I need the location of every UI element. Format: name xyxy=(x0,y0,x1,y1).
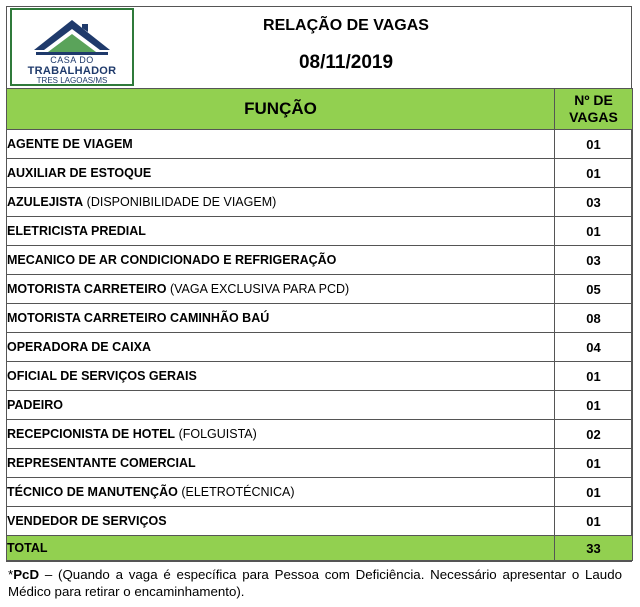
job-name: AZULEJISTA xyxy=(7,195,84,209)
job-function-cell xyxy=(7,188,555,217)
job-function-cell xyxy=(7,246,555,275)
job-function-cell xyxy=(7,391,555,420)
job-vacancies-cell: 01 xyxy=(555,217,633,246)
job-name: MOTORISTA CARRETEIRO xyxy=(7,282,167,296)
job-vacancies-cell: 02 xyxy=(555,420,633,449)
table-row xyxy=(7,304,633,333)
table-row xyxy=(7,217,633,246)
table-row xyxy=(7,275,633,304)
job-vacancies-cell: 04 xyxy=(555,333,633,362)
house-roof-icon xyxy=(12,10,132,56)
table-row xyxy=(7,391,633,420)
job-function-cell xyxy=(7,449,555,478)
job-name: RECEPCIONISTA DE HOTEL xyxy=(7,427,176,441)
job-name: OPERADORA DE CAIXA xyxy=(7,340,151,354)
job-vacancies-cell: 05 xyxy=(555,275,633,304)
column-header-vagas xyxy=(555,89,633,130)
job-note: (VAGA EXCLUSIVA PARA PCD) xyxy=(169,282,350,296)
table-body xyxy=(7,130,633,536)
footnote-prefix: * xyxy=(8,567,14,582)
total-label: TOTAL xyxy=(7,536,555,561)
job-vacancies-cell: 01 xyxy=(555,449,633,478)
job-function-cell xyxy=(7,275,555,304)
job-function-cell xyxy=(7,217,555,246)
job-function-cell xyxy=(7,507,555,536)
job-name: REPRESENTANTE COMERCIAL xyxy=(7,456,196,470)
column-header-vagas-line1: Nº DE xyxy=(574,92,613,108)
job-vacancies-cell: 03 xyxy=(555,188,633,217)
logo-text-casa-do: CASA DO xyxy=(50,55,94,65)
job-vacancies-cell: 01 xyxy=(555,362,633,391)
page-date: 08/11/2019 xyxy=(298,52,394,73)
column-header-vagas-line2: VAGAS xyxy=(569,109,618,125)
job-note: (ELETROTÉCNICA) xyxy=(181,485,295,499)
job-vacancies-cell: 01 xyxy=(555,478,633,507)
job-function-cell xyxy=(7,130,555,159)
job-vacancies-cell: 01 xyxy=(555,507,633,536)
job-vacancies-cell: 01 xyxy=(555,391,633,420)
table-row xyxy=(7,130,633,159)
table-row xyxy=(7,507,633,536)
table-row xyxy=(7,362,633,391)
table-row xyxy=(7,333,633,362)
table-row xyxy=(7,246,633,275)
job-function-cell xyxy=(7,478,555,507)
job-note: (DISPONIBILIDADE DE VIAGEM) xyxy=(86,195,277,209)
job-name: VENDEDOR DE SERVIÇOS xyxy=(7,514,167,528)
table-header-row xyxy=(7,89,633,130)
table-row xyxy=(7,420,633,449)
page-title: RELAÇÃO DE VAGAS xyxy=(263,17,429,34)
job-name: OFICIAL DE SERVIÇOS GERAIS xyxy=(7,369,197,383)
job-vacancies-cell: 08 xyxy=(555,304,633,333)
job-vacancies-cell: 03 xyxy=(555,246,633,275)
logo-text-trabalhador: TRABALHADOR xyxy=(27,65,117,77)
job-vacancies-cell: 01 xyxy=(555,130,633,159)
job-name: MOTORISTA CARRETEIRO CAMINHÃO BAÚ xyxy=(7,311,270,325)
footnote-term: PcD xyxy=(13,567,40,582)
column-header-funcao: FUNÇÃO xyxy=(7,89,555,130)
job-name: ELETRICISTA PREDIAL xyxy=(7,224,146,238)
logo-text-city: TRES LAGOAS/MS xyxy=(36,76,108,85)
table-row xyxy=(7,478,633,507)
total-value: 33 xyxy=(555,536,633,561)
job-name: AGENTE DE VIAGEM xyxy=(7,137,133,151)
job-name: PADEIRO xyxy=(7,398,64,412)
job-note: (FOLGUISTA) xyxy=(178,427,257,441)
header xyxy=(6,6,632,88)
job-vacancies-cell: 01 xyxy=(555,159,633,188)
job-name: MECANICO DE AR CONDICIONADO E REFRIGERAÇÃO xyxy=(7,253,337,267)
job-function-cell xyxy=(7,420,555,449)
job-name: AUXILIAR DE ESTOQUE xyxy=(7,166,152,180)
casa-do-trabalhador-logo xyxy=(10,8,134,86)
job-function-cell xyxy=(7,159,555,188)
jobs-table xyxy=(6,88,633,561)
job-function-cell xyxy=(7,333,555,362)
table-row xyxy=(7,449,633,478)
job-name: TÉCNICO DE MANUTENÇÃO xyxy=(7,485,178,499)
table-row xyxy=(7,188,633,217)
footnote xyxy=(8,566,622,600)
total-row xyxy=(7,536,633,561)
job-function-cell xyxy=(7,304,555,333)
job-function-cell xyxy=(7,362,555,391)
footnote-text: – (Quando a vaga é específica para Pessoa com Deficiência. Necessário apresentar o Laudo Médico para retirar o encaminhamento). xyxy=(8,567,622,599)
table-row xyxy=(7,159,633,188)
